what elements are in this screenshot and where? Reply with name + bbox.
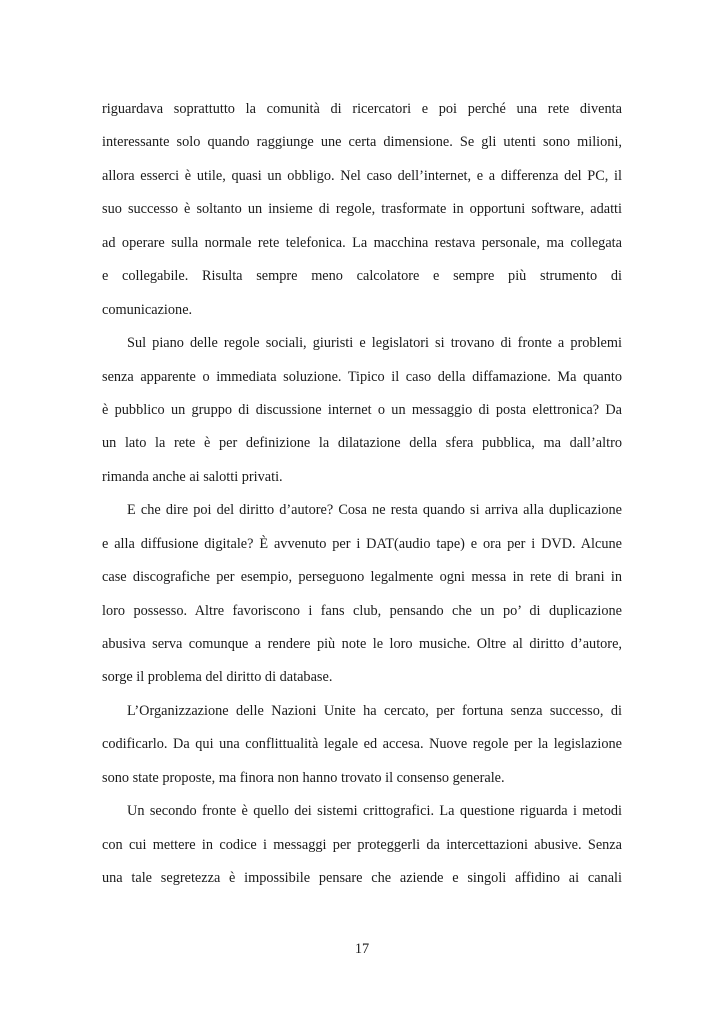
text-line: e alla diffusione digitale? È avvenuto per i DAT(audio tape) e ora per i DVD. Alcune <box>102 535 622 552</box>
text-line: case discografiche per esempio, perseguono legalmente ogni messa in rete di brani in <box>102 569 622 586</box>
text-line: comunicazione. <box>102 301 193 318</box>
text-line: è pubblico un gruppo di discussione internet o un messaggio di posta elettronica? Da <box>102 401 622 418</box>
text-line: con cui mettere in codice i messaggi per proteggerli da intercettazioni abusive. Senza <box>102 836 622 853</box>
text-line: una tale segretezza è impossibile pensare che aziende e singoli affidino ai canali <box>102 870 622 887</box>
paragraph <box>102 695 622 795</box>
text-line: L’Organizzazione delle Nazioni Unite ha cercato, per fortuna senza successo, di <box>127 702 622 719</box>
text-line: un lato la rete è per definizione la dilatazione della sfera pubblica, ma dall’altro <box>102 435 622 452</box>
text-line: riguardava soprattutto la comunità di ricercatori e poi perché una rete diventa <box>102 101 622 117</box>
text-line: sorge il problema del diritto di database. <box>102 669 333 686</box>
text-line: Sul piano delle regole sociali, giuristi e legislatori si trovano di fronte a problemi <box>127 335 622 352</box>
text-line: abusiva serva comunque a rendere più note le loro musiche. Oltre al diritto d’autore, <box>102 636 622 652</box>
text-line: interessante solo quando raggiunge une certa dimensione. Se gli utenti sono milioni, <box>102 134 622 151</box>
paragraph <box>102 795 622 895</box>
paragraph <box>102 93 622 327</box>
text-line: sono state proposte, ma finora non hanno trovato il consenso generale. <box>102 769 505 786</box>
text-line: suo successo è soltanto un insieme di regole, trasformate in opportuni software, adatti <box>102 201 622 218</box>
body-text <box>102 93 622 896</box>
text-line: ad operare sulla normale rete telefonica. La macchina restava personale, ma collegata <box>102 234 622 251</box>
text-line: loro possesso. Altre favoriscono i fans club, pensando che un po’ di duplicazione <box>102 602 622 619</box>
paragraph <box>102 327 622 494</box>
text-line: allora esserci è utile, quasi un obbligo. Nel caso dell’internet, e a differenza del PC, il <box>102 167 622 184</box>
text-line: Un secondo fronte è quello dei sistemi crittografici. La questione riguarda i metodi <box>127 803 622 820</box>
page-number: 17 <box>354 941 370 957</box>
text-line: senza apparente o immediata soluzione. Tipico il caso della diffamazione. Ma quanto <box>102 368 622 385</box>
paragraph <box>102 494 622 695</box>
text-line: codificarlo. Da qui una conflittualità legale ed accesa. Nuove regole per la legislazione <box>102 736 622 753</box>
text-line: e collegabile. Risulta sempre meno calcolatore e sempre più strumento di <box>102 268 622 285</box>
text-line: E che dire poi del diritto d’autore? Cosa ne resta quando si arriva alla duplicazione <box>127 502 622 519</box>
text-line: rimanda anche ai salotti privati. <box>102 468 283 485</box>
